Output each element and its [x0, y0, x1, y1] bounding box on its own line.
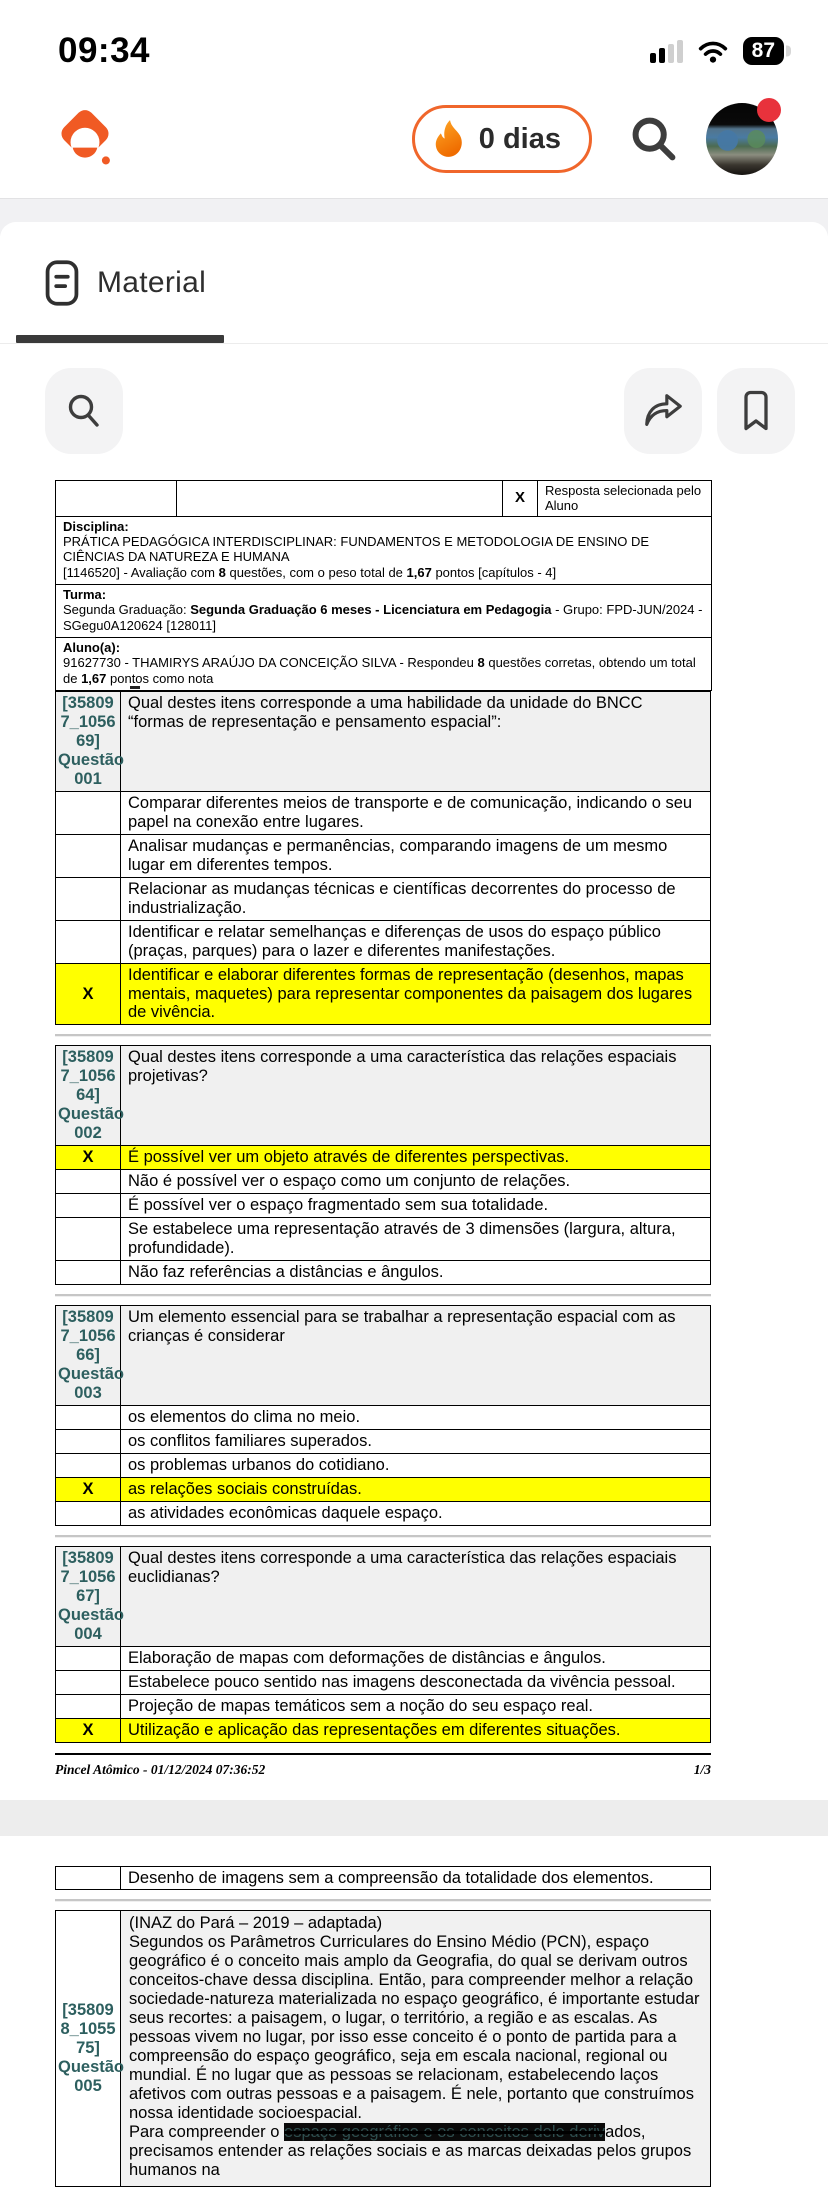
question-id: [358097_105666] Questão 003 [56, 1306, 121, 1406]
option-text: os problemas urbanos do cotidiano. [121, 1453, 711, 1477]
table-divider [55, 1025, 711, 1045]
option-row [56, 1194, 711, 1218]
option-row [56, 1429, 711, 1453]
question-header [56, 1306, 711, 1406]
option-text: Comparar diferentes meios de transporte e de comunicação, indicando o seu papel na conexão entre lugares. [121, 791, 711, 834]
app-logo-icon[interactable] [58, 109, 112, 169]
question-001-table [55, 691, 711, 1026]
document-icon [45, 260, 79, 306]
option-text: as relações sociais construídas. [121, 1477, 711, 1501]
streak-days-label: 0 dias [479, 123, 561, 156]
option-row-selected: X É possível ver um objeto através de diferentes perspectivas. [56, 1146, 711, 1170]
option-text: Desenho de imagens sem a compreensão da totalidade dos elementos. [121, 1866, 711, 1890]
option-text: Estabelece pouco sentido nas imagens desconectada da vivência pessoal. [121, 1670, 711, 1694]
turma-label: Turma: [63, 587, 704, 602]
clipped-text-artifact [130, 686, 140, 689]
option-row [56, 1670, 711, 1694]
share-button[interactable] [624, 368, 702, 454]
question-text: Qual destes itens corresponde a uma característica das relações espaciais projetivas? [121, 1046, 711, 1146]
header-search-button[interactable] [628, 113, 680, 165]
option-text: Utilização e aplicação das representações em diferentes situações. [121, 1718, 711, 1742]
table-divider [55, 1526, 711, 1546]
tab-active-underline [16, 335, 224, 343]
option-row [56, 1218, 711, 1261]
question-header [56, 1546, 711, 1646]
question-004-table [55, 1546, 711, 1743]
question-header [56, 1046, 711, 1146]
option-text: Se estabelece uma representação através de 3 dimensões (largura, altura, profundidade). [121, 1218, 711, 1261]
option-row [56, 1453, 711, 1477]
question-header [56, 1911, 711, 2187]
option-row-selected: X Identificar e elaborar diferentes formas de representação (desenhos, mapas mentais, maquetes) para representar componentes da paisagem dos lugares de vivência. [56, 963, 711, 1025]
option-row [56, 1261, 711, 1285]
legend-x-mark: X [503, 481, 538, 517]
legend-text: Resposta selecionada pelo Aluno [538, 481, 712, 517]
aluno-label: Aluno(a): [63, 640, 704, 655]
option-text: os conflitos familiares superados. [121, 1429, 711, 1453]
battery-percent: 87 [752, 39, 775, 62]
option-row-selected: X as relações sociais construídas. [56, 1477, 711, 1501]
option-row [56, 834, 711, 877]
footer-app-timestamp: Pincel Atômico - 01/12/2024 07:36:52 [55, 1762, 265, 1778]
question-id: [358097_105669] Questão 001 [56, 691, 121, 791]
pdf-document-page-2[interactable] [0, 1836, 828, 2187]
wifi-icon [697, 38, 729, 64]
option-row [56, 1501, 711, 1525]
disciplina-text: PRÁTICA PEDAGÓGICA INTERDISCIPLINAR: FUNDAMENTOS E METODOLOGIA DE ENSINO DE CIÊNCIAS DA NATUREZA E HUMANA [1146520] - Avaliação com 8 questões, com o peso total de 1,67 pontos [capítulos - 4] [63, 534, 704, 580]
option-text: Projeção de mapas temáticos sem a noção do seu espaço real. [121, 1694, 711, 1718]
streak-counter[interactable] [412, 105, 592, 173]
question-text: Qual destes itens corresponde a uma habilidade da unidade do BNCC “formas de representação e pensamento espacial”: [121, 691, 711, 791]
table-divider [55, 1285, 711, 1305]
status-bar [0, 0, 828, 80]
question-id: [358097_105664] Questão 002 [56, 1046, 121, 1146]
option-row [56, 1405, 711, 1429]
option-text: Relacionar as mudanças técnicas e científicas decorrentes do processo de industrialização. [121, 877, 711, 920]
option-text: Elaboração de mapas com deformações de distâncias e ângulos. [121, 1646, 711, 1670]
question-text: (INAZ do Pará – 2019 – adaptada) Segundos os Parâmetros Curriculares do Ensino Médio (PCN), espaço geográfico é o conceito mais amplo da Geografia, do qual se derivam outros conceitos-chave dessa disciplina. Então, para compreender melhor a relação sociedade-natureza materializada no espaço geográfico, é importante estudar seus recortes: a paisagem, o lugar, o território, a região e as escalas. As pessoas vivem no lugar, por isso esse conceito é o ponto de partida para a compreensão do espaço geográfico, seja em escala nacional, regional ou mundial. É no lugar que as pessoas se relacionam, estabelecendo laços afetivos com outras pessoas e a paisagem. É nele, portanto que construímos nossa identidade socioespacial. Para compreender o espaço geográfico e os conceitos dele derivados, precisamos entender as relações sociais e as marcas deixadas pelos grupos humanos na [121, 1911, 711, 2187]
option-row [56, 1866, 711, 1890]
content-card [0, 222, 828, 2187]
tab-material[interactable] [0, 222, 828, 344]
footer-rule [55, 1753, 711, 1755]
doc-search-button[interactable] [45, 368, 123, 454]
question-text: Um elemento essencial para se trabalhar a representação espacial com as crianças é considerar [121, 1306, 711, 1406]
question-005-table [55, 1910, 711, 2187]
tab-material-label: Material [97, 266, 206, 300]
footer-page-number: 1/3 [694, 1762, 711, 1778]
turma-text: Segunda Graduação: Segunda Graduação 6 meses - Licenciatura em Pedagogia - Grupo: FPD-JUN/2024 - SGegu0A120624 [128011] [63, 602, 704, 633]
legend-row [56, 481, 712, 517]
clock: 09:34 [58, 31, 150, 71]
question-id: [358098_105575] Questão 005 [56, 1911, 121, 2187]
turma-row [56, 584, 712, 637]
option-text: Analisar mudanças e permanências, comparando imagens de um mesmo lugar em diferentes tempos. [121, 834, 711, 877]
option-row [56, 920, 711, 963]
question-header [56, 691, 711, 791]
option-row [56, 1694, 711, 1718]
option-row [56, 877, 711, 920]
document-toolbar [0, 344, 828, 468]
option-row [56, 1170, 711, 1194]
question-003-table [55, 1305, 711, 1526]
page-footer [55, 1762, 711, 1778]
option-row-selected: X Utilização e aplicação das representações em diferentes situações. [56, 1718, 711, 1742]
aluno-text: 91627730 - THAMIRYS ARAÚJO DA CONCEIÇÃO SILVA - Respondeu 8 questões corretas, obtendo um total de 1,67 pontos como nota [63, 655, 704, 686]
bookmark-button[interactable] [717, 368, 795, 454]
aluno-row [56, 637, 712, 690]
pdf-document-page-1[interactable] [0, 468, 828, 1778]
document-info-table [55, 480, 712, 691]
disciplina-label: Disciplina: [63, 519, 704, 534]
question-text: Qual destes itens corresponde a uma característica das relações espaciais euclidianas? [121, 1546, 711, 1646]
flame-icon [433, 119, 467, 159]
battery-icon [743, 37, 784, 65]
option-text: Identificar e elaborar diferentes formas de representação (desenhos, mapas mentais, maquetes) para representar componentes da paisagem dos lugares de vivência. [121, 963, 711, 1025]
question-002-table [55, 1045, 711, 1285]
option-text: as atividades econômicas daquele espaço. [121, 1501, 711, 1525]
option-text: É possível ver o espaço fragmentado sem sua totalidade. [121, 1194, 711, 1218]
option-text: Não é possível ver o espaço como um conjunto de relações. [121, 1170, 711, 1194]
notification-dot [757, 98, 781, 122]
question-id: [358097_105667] Questão 004 [56, 1546, 121, 1646]
option-text: Não faz referências a distâncias e ângulos. [121, 1261, 711, 1285]
app-header [0, 80, 828, 198]
table-divider [55, 1890, 711, 1910]
option-row [56, 1646, 711, 1670]
disciplina-row [56, 516, 712, 584]
option-text: os elementos do clima no meio. [121, 1405, 711, 1429]
cellular-signal-icon [650, 39, 683, 63]
option-row [56, 791, 711, 834]
pdf-page-separator [0, 1800, 828, 1836]
orphan-option-table [55, 1866, 711, 1891]
option-text: Identificar e relatar semelhanças e diferenças de usos do espaço público (praças, parques) para o lazer e diferentes manifestações. [121, 920, 711, 963]
option-text: É possível ver um objeto através de diferentes perspectivas. [121, 1146, 711, 1170]
profile-avatar[interactable] [706, 103, 778, 175]
